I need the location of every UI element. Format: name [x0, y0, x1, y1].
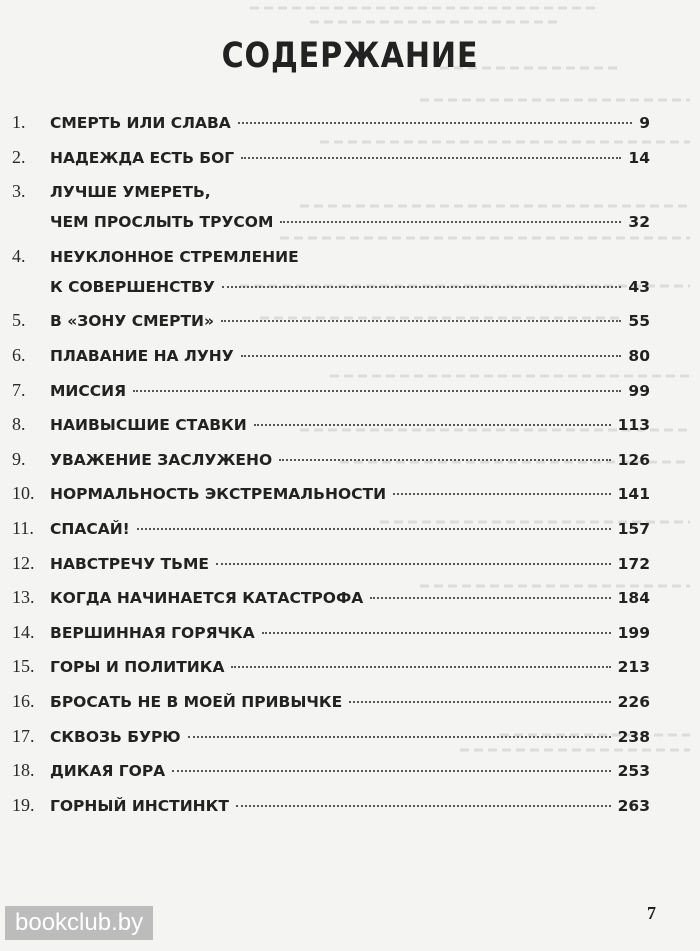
toc-entry-page: 199 [617, 623, 650, 642]
toc-entry-page: 226 [617, 693, 650, 711]
dot-leader [231, 666, 610, 668]
dot-leader [172, 770, 610, 772]
dot-leader [279, 459, 610, 461]
toc-entry-title: НОРМАЛЬНОСТЬ ЭКСТРЕМАЛЬНОСТИ [50, 485, 387, 504]
toc-entry-title: В «ЗОНУ СМЕРТИ» [50, 312, 215, 331]
toc-entry-title: ВЕРШИННАЯ ГОРЯЧКА [50, 623, 255, 642]
toc-entry-page: 213 [617, 658, 650, 677]
toc-entry-number: 2. [12, 146, 26, 167]
toc-entry-number: 16. [12, 691, 35, 711]
toc-entry-number: 6. [12, 345, 26, 365]
toc-entry-number: 13. [12, 587, 35, 608]
toc-entry-number: 4. [12, 245, 26, 266]
dot-leader [393, 493, 611, 495]
toc-entry-title: ЧЕМ ПРОСЛЫТЬ ТРУСОМ [50, 213, 274, 232]
toc-entry-number: 8. [12, 414, 26, 435]
toc-entry-page: 80 [628, 347, 650, 365]
dot-leader [221, 320, 621, 322]
toc-entry-page: 184 [617, 589, 650, 608]
toc-entry-title: БРОСАТЬ НЕ В МОЕЙ ПРИВЫЧКЕ [50, 693, 343, 711]
toc-entry-page: 14 [628, 148, 650, 167]
toc-entry-title: УВАЖЕНИЕ ЗАСЛУЖЕНО [50, 450, 273, 469]
toc-entry-number: 15. [12, 656, 35, 677]
toc-entry-number: 18. [12, 760, 35, 781]
toc-entry-page: 32 [628, 213, 650, 232]
toc-entry-page: 141 [617, 485, 650, 504]
toc-entry-number: 19. [12, 794, 35, 815]
toc-entry-title: ПЛАВАНИЕ НА ЛУНУ [50, 347, 234, 365]
toc-entry-page: 157 [617, 520, 650, 538]
dot-leader [254, 424, 611, 426]
toc-entry-title: МИССИЯ [50, 381, 127, 400]
toc-entry-number: 7. [12, 379, 26, 400]
toc-entry-number: 3. [12, 181, 26, 202]
toc-entry-title: КОГДА НАЧИНАЕТСЯ КАТАСТРОФА [50, 589, 364, 608]
toc-entry-page: 99 [628, 381, 650, 400]
toc-entry-title: ДИКАЯ ГОРА [50, 762, 166, 781]
toc-entry-page: 238 [617, 727, 650, 746]
toc-entry-number: 9. [12, 448, 26, 469]
dot-leader [133, 390, 621, 392]
dot-leader [262, 632, 611, 634]
toc-entry-page: 55 [628, 312, 650, 331]
dot-leader [370, 597, 610, 599]
toc-entry-page: 113 [617, 416, 650, 435]
dot-leader [236, 805, 611, 807]
toc-entry-title: НАИВЫСШИЕ СТАВКИ [50, 416, 247, 435]
toc-entry-number: 17. [12, 725, 35, 746]
toc-entry-page: 9 [639, 114, 650, 132]
dot-leader [349, 701, 610, 703]
dot-leader [280, 221, 621, 223]
toc-entry-title: ГОРНЫЙ ИНСТИНКТ [50, 796, 229, 815]
toc-entry-number: 12. [12, 552, 35, 573]
toc-entry-title: ГОРЫ И ПОЛИТИКА [50, 658, 225, 677]
page-title: СОДЕРЖАНИЕ [221, 36, 479, 76]
toc-entry-title: НАДЕЖДА ЕСТЬ БОГ [50, 148, 235, 167]
toc-entry-number: 14. [12, 621, 35, 642]
dot-leader [222, 286, 622, 288]
page-number: 7 [647, 903, 656, 923]
toc-entry-title: СМЕРТЬ ИЛИ СЛАВА [50, 114, 231, 132]
toc-entry-page: 126 [617, 450, 650, 469]
toc-entry-title: К СОВЕРШЕНСТВУ [50, 277, 215, 296]
toc-entry-title: СКВОЗЬ БУРЮ [50, 727, 181, 746]
toc-entry-page: 253 [617, 762, 650, 781]
toc-entry-number: 5. [12, 310, 26, 331]
toc-entry-page: 43 [628, 277, 650, 296]
toc-entry-title: ЛУЧШЕ УМЕРЕТЬ, [50, 183, 211, 202]
watermark-logo: bookclub.by [5, 906, 153, 940]
toc-entry-number: 10. [12, 483, 35, 504]
toc-entry-number: 1. [12, 112, 26, 132]
toc-entry-page: 172 [617, 554, 650, 573]
dot-leader [241, 355, 622, 357]
toc-entry-title: НАВСТРЕЧУ ТЬМЕ [50, 554, 209, 573]
toc-entry-title: НЕУКЛОННОЕ СТРЕМЛЕНИЕ [50, 247, 299, 266]
toc-entry-title: СПАСАЙ! [50, 520, 130, 538]
dot-leader [137, 528, 611, 530]
dot-leader [238, 122, 632, 124]
toc-entry-number: 11. [12, 518, 34, 538]
dot-leader [216, 563, 611, 565]
toc-entry-page: 263 [617, 796, 650, 815]
dot-leader [188, 736, 611, 738]
dot-leader [241, 157, 621, 159]
